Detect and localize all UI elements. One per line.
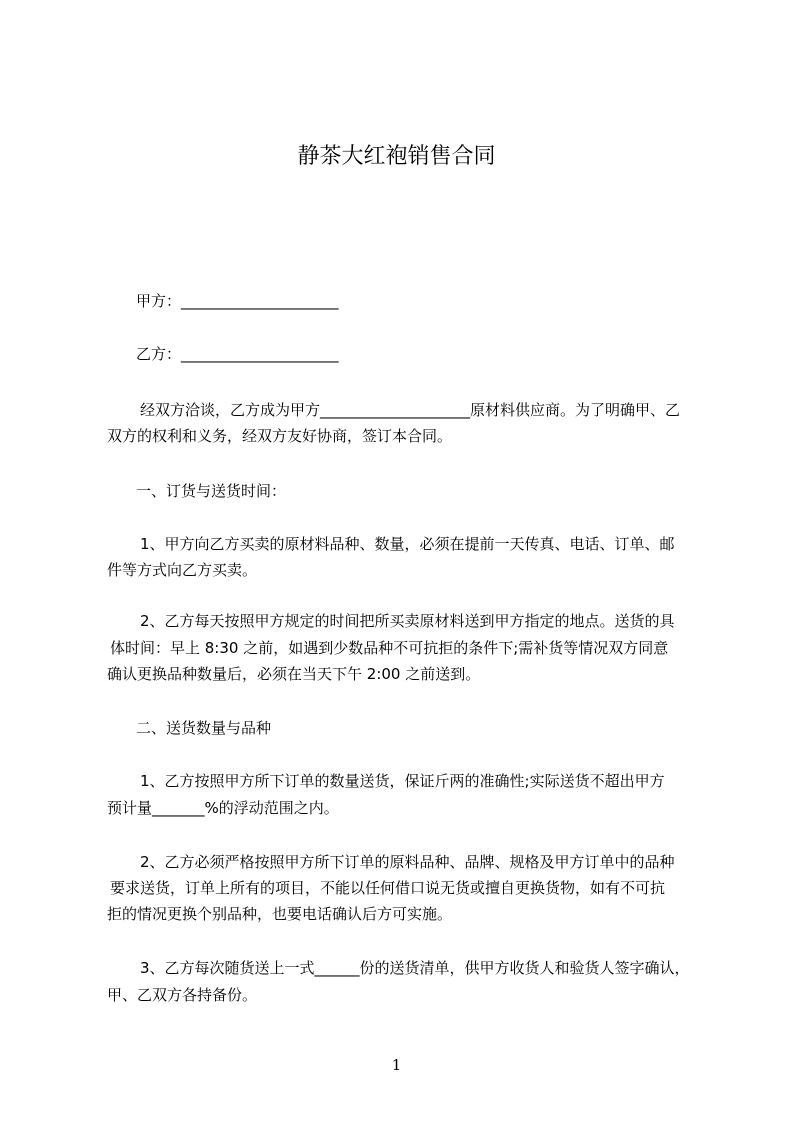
section-2-heading: 二、送货数量与品种 bbox=[136, 719, 272, 737]
section-1-item-1-line-1: 1、甲方向乙方买卖的原材料品种、数量，必须在提前一天传真、电话、订单、邮 bbox=[140, 535, 675, 553]
section-1-item-2-line-3: 确认更换品种数量后，必须在当天下午 2:00 之前送到。 bbox=[107, 665, 481, 683]
section-2-item-3-line-2: 甲、乙双方各持备份。 bbox=[107, 986, 258, 1004]
intro-paragraph-line-1: 经双方洽谈，乙方成为甲方____________________原材料供应商。为了明确甲、乙 bbox=[140, 401, 681, 419]
party-b-line: 乙方：_____________________ bbox=[136, 345, 339, 363]
section-1-item-2-line-1: 2、乙方每天按照甲方规定的时间把所买卖原材料送到甲方指定的地点。送货的具 bbox=[140, 612, 675, 630]
page-number: 1 bbox=[391, 1056, 402, 1074]
document-title: 静茶大红袍销售合同 bbox=[297, 144, 496, 169]
section-2-item-3-line-1: 3、乙方每次随货送上一式______份的送货清单，供甲方收货人和验货人签字确认， bbox=[140, 959, 690, 977]
section-2-item-1-line-1: 1、乙方按照甲方所下订单的数量送货，保证斤两的准确性;实际送货不超出甲方 bbox=[140, 772, 665, 790]
section-1-item-1-line-2: 件等方式向乙方买卖。 bbox=[107, 561, 258, 579]
section-1-item-2-line-2: 体时间：早上 8:30 之前，如遇到少数品种不可抗拒的条件下;需补货等情况双方同意 bbox=[110, 639, 669, 657]
section-2-item-1-line-2: 预计量_______%的浮动范围之内。 bbox=[107, 799, 339, 817]
section-2-item-2-line-3: 拒的情况更换个别品种，也要电话确认后方可实施。 bbox=[107, 905, 453, 923]
intro-paragraph-line-2: 双方的权利和义务，经双方友好协商，签订本合同。 bbox=[107, 427, 453, 445]
section-1-heading: 一、订货与送货时间： bbox=[136, 482, 287, 500]
party-a-line: 甲方：_____________________ bbox=[136, 292, 339, 310]
section-2-item-2-line-1: 2、乙方必须严格按照甲方所下订单的原料品种、品牌、规格及甲方订单中的品种 bbox=[140, 853, 675, 871]
section-2-item-2-line-2: 要求送货，订单上所有的项目，不能以任何借口说无货或擅自更换货物，如有不可抗 bbox=[110, 879, 666, 897]
